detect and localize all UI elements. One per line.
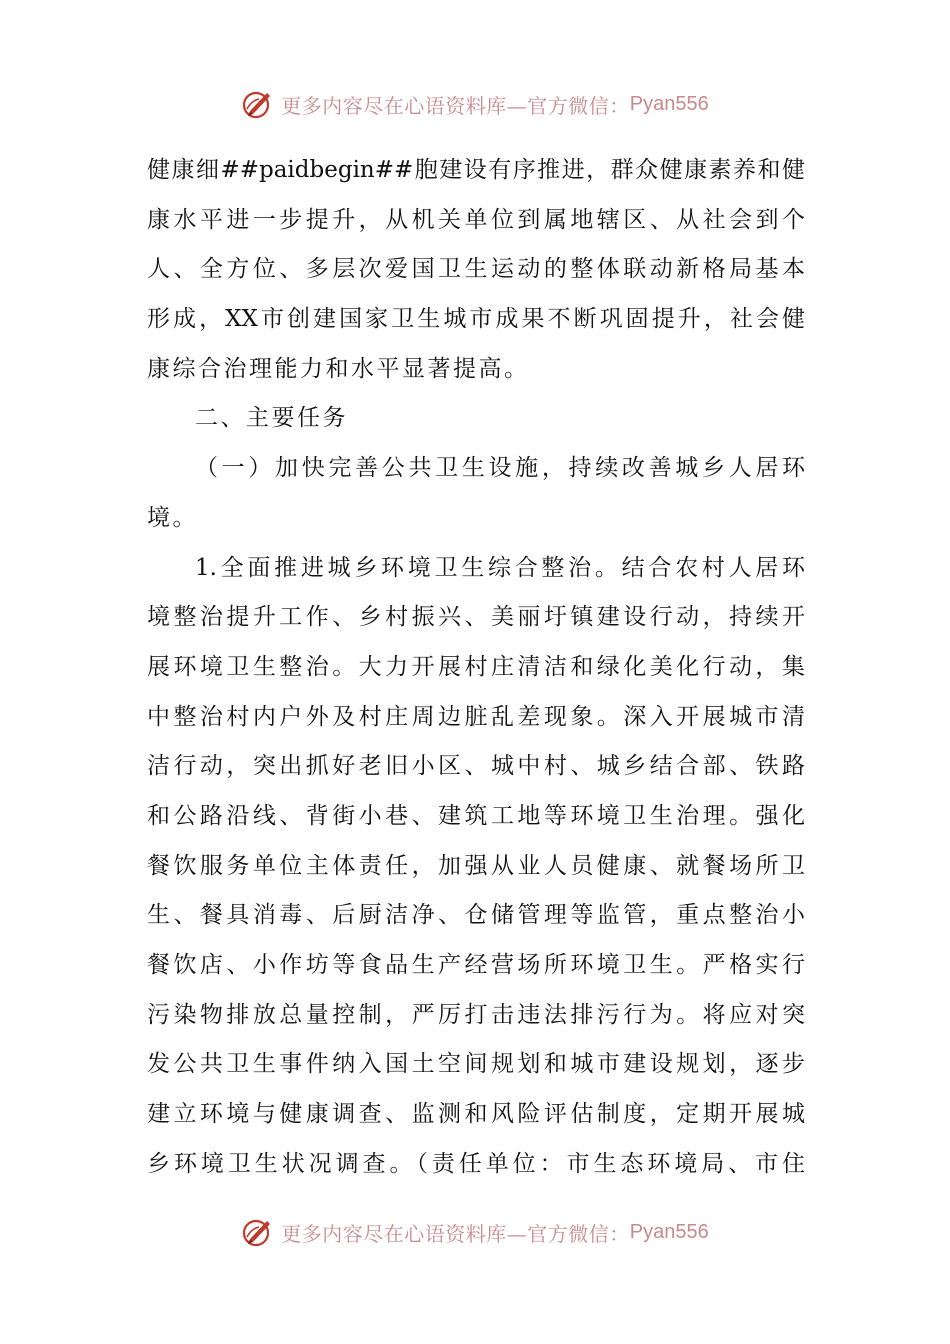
text-line: 建立环境与健康调查、监测和风险评估制度，定期开展城	[147, 1101, 805, 1128]
watermark-text: 更多内容尽在心语资料库—官方微信：	[281, 93, 630, 118]
footer-watermark	[0, 1212, 950, 1252]
text-line: 发公共卫生事件纳入国土空间规划和城市建设规划，逐步	[147, 1051, 805, 1078]
document-body	[147, 146, 805, 1189]
pen-logo-icon	[241, 87, 275, 121]
text-line: 康水平进一步提升，从机关单位到属地辖区、从社会到个	[147, 206, 805, 233]
text-line: 康综合治理能力和水平显著提高。	[147, 355, 530, 382]
header-watermark	[0, 84, 950, 124]
text-line: 生、餐具消毒、后厨洁净、仓储管理等监管，重点整治小	[147, 902, 805, 929]
text-line: 和公路沿线、背街小巷、建筑工地等环境卫生治理。强化	[147, 802, 805, 829]
text-line: 餐饮店、小作坊等食品生产经营场所环境卫生。严格实行	[147, 952, 805, 978]
text-line: 污染物排放总量控制，严厉打击违法排污行为。将应对突	[147, 1001, 805, 1028]
text-line: 人、全方位、多层次爱国卫生运动的整体联动新格局基本	[147, 256, 805, 283]
watermark-wechat-id: Pyan556	[629, 1220, 709, 1243]
text-line: 餐饮服务单位主体责任，加强从业人员健康、就餐场所卫	[147, 852, 805, 879]
text-line: 展环境卫生整治。大力开展村庄清洁和绿化美化行动，集	[147, 653, 805, 680]
watermark-wechat-id: Pyan556	[629, 92, 709, 115]
text-line: 乡环境卫生状况调查。（责任单位：市生态环境局、市住	[147, 1150, 805, 1177]
text-line: 境整治提升工作、乡村振兴、美丽圩镇建设行动，持续开	[147, 604, 805, 631]
text-line: 健康细##paidbegin##胞建设有序推进，群众健康素养和健	[147, 157, 805, 183]
watermark-text: 更多内容尽在心语资料库—官方微信：	[281, 1221, 630, 1246]
text-line: 境。	[147, 504, 198, 531]
text-line: 形成，XX市创建国家卫生城市成果不断巩固提升，社会健	[147, 306, 805, 333]
text-line: （一）加快完善公共卫生设施，持续改善城乡人居环	[195, 455, 805, 482]
text-line: 中整治村内户外及村庄周边脏乱差现象。深入开展城市清	[147, 703, 805, 730]
text-line: 二、主要任务	[195, 405, 348, 432]
text-line: 洁行动，突出抓好老旧小区、城中村、城乡结合部、铁路	[147, 753, 805, 780]
text-line: 1.全面推进城乡环境卫生综合整治。结合农村人居环	[195, 554, 805, 581]
pen-logo-icon	[241, 1215, 275, 1249]
